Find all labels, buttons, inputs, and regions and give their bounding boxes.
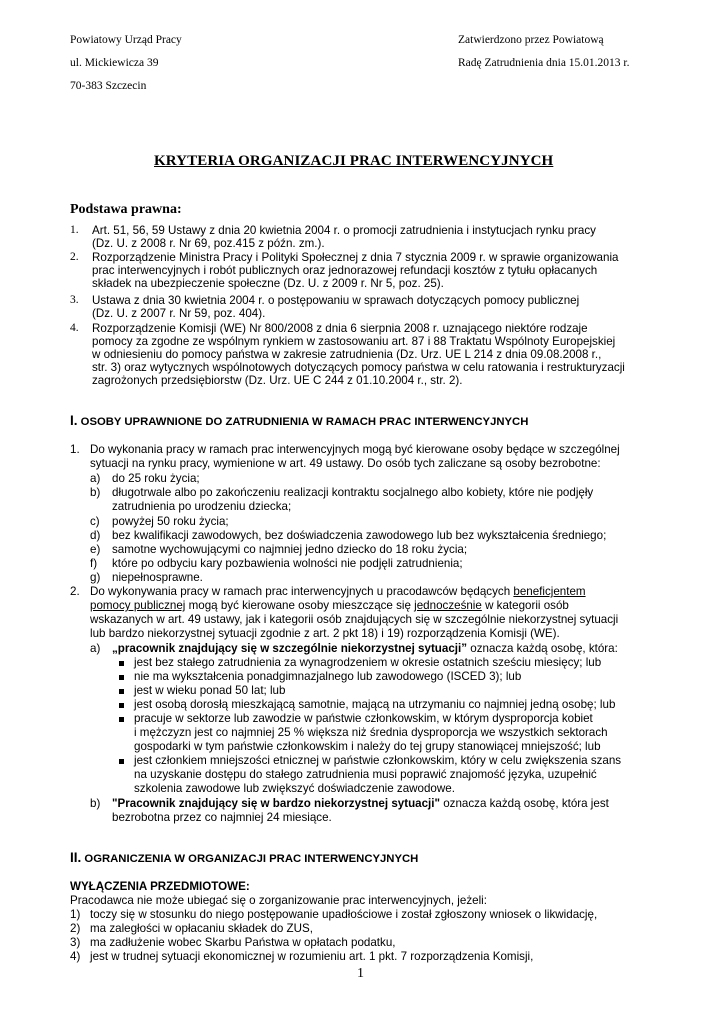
bullet-icon [119,661,124,666]
list-item: zatrudnienia po urodzeniu dziecka; [112,500,292,513]
paragraph-line [90,585,586,598]
legal-item-number: 3. [70,294,79,306]
bullet-item: nie ma wykształcenia ponadgimnazjalnego lub zawodowego (ISCED 3); lub [134,670,522,683]
exclusions-intro: Pracodawca nie może ubiegać się o zorganizowanie prac interwencyjnych, jeżeli: [70,894,487,907]
public-aid-term: pomocy publicznej [90,599,186,612]
paragraph-text: w kategorii osób [481,599,569,612]
list-letter: a) [90,642,101,655]
list-item: bez kwalifikacji zawodowych, bez doświadczenia zawodowego lub bez wykształcenia średniego; [112,529,607,542]
legal-item-line: (Dz. U. z 2008 r. Nr 69, poz.415 z późn. zm.). [92,237,325,250]
paragraph-number: 1. [70,443,80,456]
bullet-icon [119,717,124,722]
list-item: do 25 roku życia; [112,472,200,485]
list-item: niepełnosprawne. [112,571,203,584]
list-letter: c) [90,515,100,528]
list-letter: e) [90,543,101,556]
bullet-item: gospodarki w tym państwie członkowskim i należy do tej grupy stanowiącej mniejszość; lub [134,740,601,753]
bullet-item: jest w wieku ponad 50 lat; lub [134,684,286,697]
simultaneously-term: jednocześnie [414,599,482,612]
section-2-roman: II. [70,850,82,865]
list-item: samotne wychowującymi co najmniej jedno dziecko do 18 roku życia; [112,543,468,556]
paragraph-line: sytuacji na rynku pracy, wymienione w art. 49 ustawy. Do osób tych zaliczane są osoby bezrobotne: [90,457,601,470]
bullet-item: szkolenia zawodowe lub zwiększyć doświadczenie zawodowe. [134,782,455,795]
section-2-heading [70,850,418,865]
definition-line: bezrobotna przez co najmniej 24 miesiące. [112,811,332,824]
office-street: ul. Mickiewicza 39 [70,57,159,69]
legal-item-line: pomocy za zgodne ze wspólnym rynkiem w zastosowaniu art. 87 i 88 Traktatu Wspólnoty Europejskiej [92,335,616,348]
list-letter: b) [90,486,101,499]
paragraph-line: Do wykonania pracy w ramach prac interwencyjnych mogą być kierowane osoby będące w szczególnej [90,443,620,456]
bullet-icon [119,689,124,694]
definition-line [112,797,609,810]
legal-item-number: 2. [70,251,79,263]
exclusion-number: 1) [70,908,81,921]
bullet-item: pracuje w sektorze lub zawodzie w państwie członkowskim, w którym dysproporcja kobiet [134,712,593,725]
list-letter: d) [90,529,101,542]
legal-item-number: 4. [70,322,79,334]
list-letter: g) [90,571,101,584]
list-letter: a) [90,472,101,485]
definition-text: oznacza każdą osobę, która jest [440,797,609,810]
exclusion-item: ma zaległości w opłacaniu składek do ZUS, [90,922,313,935]
exclusion-item: toczy się w stosunku do niego postępowanie upadłościowe i został zgłoszony wniosek o likwidację, [90,908,598,921]
exclusion-item: jest w trudnej sytuacji ekonomicznej w rozumieniu art. 1 pkt. 7 rozporządzenia Komisji, [90,950,534,963]
bullet-item: i mężczyzn jest co najmniej 25 % większa niż średnia dysproporcja we wszystkich sektorach [134,726,608,739]
legal-item-line: (Dz. U. z 2007 r. Nr 59, poz. 404). [92,307,266,320]
definition-term: "Pracownik znajdujący się w bardzo niekorzystnej sytuacji" [112,797,440,810]
bullet-item: na uzyskanie dostępu do stałego zatrudnienia musi poprawić znajomość języka, uzupełnić [134,768,597,781]
legal-item-line: Rozporządzenie Komisji (WE) Nr 800/2008 z dnia 6 sierpnia 2008 r. uznającego niektóre rodzaje [92,322,588,335]
paragraph-line: lub bardzo niekorzystnej sytuacji zgodnie z art. 2 pkt 18) i 19) rozporządzenia Komisji (WE). [90,627,560,640]
legal-item-line: w odniesieniu do pomocy państwa w zakresie zatrudnienia (Dz. Urz. UE L 214 z dnia 09.08.2008 r., [92,348,602,361]
legal-item-line: str. 3) oraz wytycznych wspólnotowych dotyczących pomocy państwa w celu ratowania i restrukturyzacji [92,361,625,374]
paragraph-line [90,599,569,612]
list-letter: b) [90,797,101,810]
paragraph-number: 2. [70,585,80,598]
office-city: 70-383 Szczecin [70,80,147,92]
section-1-title: OSOBY UPRAWNIONE DO ZATRUDNIENIA W RAMACH PRAC INTERWENCYJNYCH [77,416,529,428]
legal-basis-label: Podstawa prawna: [70,202,182,217]
list-item: które po odbyciu kary pozbawienia wolności nie podjęli zatrudnienia; [112,557,463,570]
definition-text: oznacza każdą osobę, która: [467,642,618,655]
paragraph-line: wskazanych w art. 49 ustawy, jak i kategorii osób znajdujących się w szczególnie niekorzystnej sytuacji [90,613,619,626]
legal-item-line: Art. 51, 56, 59 Ustawy z dnia 20 kwietnia 2004 r. o promocji zatrudnienia i instytucjach rynku pracy [92,224,596,237]
list-letter: f) [90,557,98,570]
bullet-icon [119,703,124,708]
section-1-heading [70,413,528,428]
legal-item-number: 1. [70,224,79,236]
bullet-item: jest członkiem mniejszości etnicznej w państwie członkowskim, który w celu zwiększenia szans [134,754,622,767]
bullet-icon [119,675,124,680]
approval-line-1: Zatwierdzono przez Powiatową [458,34,604,46]
beneficiary-term: beneficjentem [513,585,586,598]
exclusion-number: 2) [70,922,81,935]
exclusion-number: 3) [70,936,81,949]
list-item: powyżej 50 roku życia; [112,515,229,528]
paragraph-text: mogą być kierowane osoby mieszczące się [185,599,415,612]
paragraph-text: Do wykonywania pracy w ramach prac interwencyjnych u pracodawców będących [90,585,511,598]
legal-item-line: składek na ubezpieczenie społeczne (Dz. U. z 2009 r. Nr 5, poz. 25). [92,277,444,290]
exclusions-subheading: WYŁĄCZENIA PRZEDMIOTOWE: [70,880,250,893]
list-item: długotrwale albo po zakończeniu realizacji kontraktu socjalnego albo kobiety, które nie podjęły [112,486,594,499]
legal-item-line: Rozporządzenie Ministra Pracy i Polityki Społecznej z dnia 7 stycznia 2009 r. w sprawie organizowania [92,251,619,264]
section-1-roman: I. [70,413,78,428]
legal-item-line: Ustawa z dnia 30 kwietnia 2004 r. o postępowaniu w sprawach dotyczących pomocy publicznej [92,294,580,307]
legal-item-line: zagrożonych przedsiębiorstw (Dz. Urz. UE C 244 z 01.10.2004 r., str. 2). [92,374,463,387]
document-title: KRYTERIA ORGANIZACJI PRAC INTERWENCYJNYCH [154,153,554,169]
section-2-title: OGRANICZENIA W ORGANIZACJI PRAC INTERWENCYJNYCH [81,853,419,865]
bullet-item: jest bez stałego zatrudnienia za wynagrodzeniem w okresie ostatnich sześciu miesięcy; lub [134,656,602,669]
bullet-icon [119,759,124,764]
bullet-item: jest osobą dorosłą mieszkającą samotnie, mającą na utrzymaniu co najmniej jedną osobę; lub [134,698,616,711]
page-number: 1 [357,966,364,981]
office-name: Powiatowy Urząd Pracy [70,34,182,46]
definition-line [112,642,618,655]
definition-term: „pracownik znajdujący się w szczególnie niekorzystnej sytuacji” [112,642,468,655]
approval-line-2: Radę Zatrudnienia dnia 15.01.2013 r. [458,57,630,69]
exclusion-item: ma zadłużenie wobec Skarbu Państwa w opłatach podatku, [90,936,396,949]
legal-item-line: prac interwencyjnych i robót publicznych oraz jednorazowej refundacji kosztów z tytułu opłacanych [92,264,598,277]
exclusion-number: 4) [70,950,81,963]
